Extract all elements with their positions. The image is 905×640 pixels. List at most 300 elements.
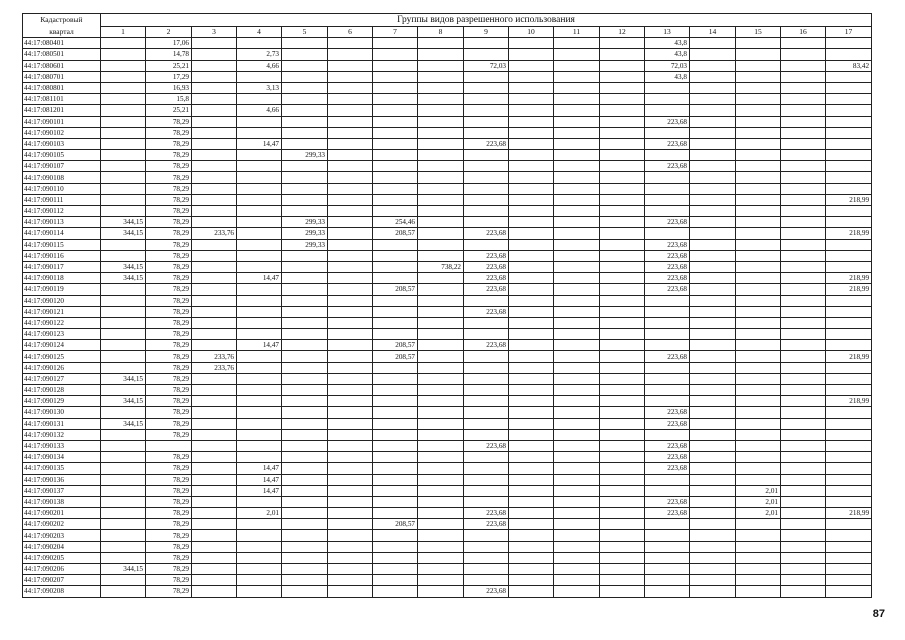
value-cell: 218,99 — [826, 396, 872, 407]
value-cell — [554, 552, 600, 563]
value-cell — [554, 105, 600, 116]
cadastral-quarter-cell: 44:17:090107 — [23, 161, 101, 172]
value-cell — [192, 396, 237, 407]
value-cell — [373, 564, 418, 575]
value-cell — [736, 575, 781, 586]
value-cell — [237, 564, 282, 575]
value-cell — [418, 150, 464, 161]
value-cell — [645, 94, 690, 105]
value-cell — [554, 362, 600, 373]
value-cell: 344,15 — [101, 273, 146, 284]
value-cell — [826, 586, 872, 597]
value-cell — [418, 586, 464, 597]
value-cell — [237, 407, 282, 418]
value-cell — [418, 284, 464, 295]
value-cell — [600, 138, 645, 149]
value-cell — [101, 71, 146, 82]
value-cell — [418, 373, 464, 384]
value-cell — [554, 463, 600, 474]
value-cell — [328, 183, 373, 194]
value-cell: 223,68 — [645, 452, 690, 463]
value-cell — [554, 429, 600, 440]
value-cell — [373, 105, 418, 116]
value-cell — [373, 239, 418, 250]
value-cell — [781, 127, 826, 138]
value-cell — [328, 474, 373, 485]
value-cell — [690, 418, 736, 429]
value-cell — [237, 452, 282, 463]
value-cell — [509, 463, 554, 474]
table-row — [23, 575, 872, 586]
value-cell — [736, 407, 781, 418]
value-cell: 78,29 — [146, 508, 192, 519]
value-cell — [328, 485, 373, 496]
value-cell — [373, 295, 418, 306]
value-cell — [826, 161, 872, 172]
value-cell — [328, 317, 373, 328]
table-row — [23, 38, 872, 49]
value-cell — [690, 284, 736, 295]
value-cell — [554, 564, 600, 575]
cadastral-quarter-cell: 44:17:090127 — [23, 373, 101, 384]
value-cell: 78,29 — [146, 575, 192, 586]
value-cell: 78,29 — [146, 586, 192, 597]
value-cell — [237, 183, 282, 194]
cadastral-quarter-cell: 44:17:090130 — [23, 407, 101, 418]
value-cell — [554, 519, 600, 530]
value-cell — [690, 228, 736, 239]
cadastral-quarter-cell: 44:17:090110 — [23, 183, 101, 194]
value-cell — [418, 82, 464, 93]
value-cell — [328, 564, 373, 575]
value-cell — [192, 71, 237, 82]
value-cell: 17,06 — [146, 38, 192, 49]
group-number-header: 11 — [554, 27, 600, 38]
value-cell — [736, 362, 781, 373]
value-cell — [736, 273, 781, 284]
cadastral-quarter-cell: 44:17:080401 — [23, 38, 101, 49]
value-cell: 218,99 — [826, 228, 872, 239]
value-cell — [328, 362, 373, 373]
value-cell — [509, 94, 554, 105]
value-cell — [509, 452, 554, 463]
value-cell: 78,29 — [146, 407, 192, 418]
cadastral-quarter-cell: 44:17:090134 — [23, 452, 101, 463]
value-cell — [600, 575, 645, 586]
value-cell — [554, 138, 600, 149]
value-cell — [282, 575, 328, 586]
value-cell — [554, 38, 600, 49]
cadastral-quarter-cell: 44:17:090111 — [23, 194, 101, 205]
value-cell: 218,99 — [826, 351, 872, 362]
value-cell — [328, 194, 373, 205]
value-cell — [328, 575, 373, 586]
value-cell — [282, 351, 328, 362]
value-cell: 223,68 — [645, 407, 690, 418]
value-cell — [328, 116, 373, 127]
value-cell — [781, 261, 826, 272]
value-cell — [282, 508, 328, 519]
value-cell — [781, 317, 826, 328]
value-cell — [373, 60, 418, 71]
value-cell: 299,33 — [282, 217, 328, 228]
value-cell — [373, 306, 418, 317]
value-cell: 78,29 — [146, 329, 192, 340]
cadastral-quarter-cell: 44:17:090203 — [23, 530, 101, 541]
cadastral-quarter-cell: 44:17:090115 — [23, 239, 101, 250]
value-cell — [826, 530, 872, 541]
value-cell — [600, 105, 645, 116]
value-cell: 738,22 — [418, 261, 464, 272]
value-cell — [418, 116, 464, 127]
value-cell — [328, 273, 373, 284]
value-cell — [509, 228, 554, 239]
value-cell: 83,42 — [826, 60, 872, 71]
value-cell — [192, 385, 237, 396]
value-cell — [192, 306, 237, 317]
value-cell — [282, 407, 328, 418]
value-cell — [736, 329, 781, 340]
value-cell — [600, 530, 645, 541]
cadastral-quarter-cell: 44:17:090116 — [23, 250, 101, 261]
value-cell — [600, 541, 645, 552]
value-cell — [554, 586, 600, 597]
value-cell — [554, 127, 600, 138]
value-cell — [328, 239, 373, 250]
value-cell — [781, 530, 826, 541]
value-cell — [418, 172, 464, 183]
value-cell — [328, 329, 373, 340]
value-cell — [192, 586, 237, 597]
table-row — [23, 194, 872, 205]
value-cell — [509, 306, 554, 317]
value-cell — [736, 250, 781, 261]
value-cell — [464, 474, 509, 485]
cadastral-quarter-cell: 44:17:090202 — [23, 519, 101, 530]
value-cell — [282, 429, 328, 440]
value-cell — [736, 564, 781, 575]
value-cell — [101, 407, 146, 418]
value-cell — [509, 385, 554, 396]
cadastral-quarter-cell: 44:17:090117 — [23, 261, 101, 272]
value-cell — [237, 418, 282, 429]
value-cell — [509, 407, 554, 418]
value-cell — [509, 552, 554, 563]
value-cell: 344,15 — [101, 396, 146, 407]
value-cell — [282, 49, 328, 60]
value-cell — [826, 519, 872, 530]
value-cell — [464, 295, 509, 306]
value-cell — [282, 452, 328, 463]
value-cell: 78,29 — [146, 306, 192, 317]
value-cell — [781, 194, 826, 205]
value-cell — [600, 82, 645, 93]
value-cell: 78,29 — [146, 250, 192, 261]
value-cell — [781, 105, 826, 116]
value-cell — [464, 530, 509, 541]
value-cell — [237, 385, 282, 396]
value-cell: 223,68 — [464, 273, 509, 284]
value-cell — [690, 385, 736, 396]
value-cell — [554, 385, 600, 396]
value-cell — [282, 586, 328, 597]
value-cell: 78,29 — [146, 530, 192, 541]
value-cell — [282, 161, 328, 172]
value-cell: 78,29 — [146, 541, 192, 552]
value-cell — [826, 575, 872, 586]
value-cell — [418, 138, 464, 149]
value-cell — [464, 351, 509, 362]
value-cell — [101, 306, 146, 317]
value-cell — [282, 530, 328, 541]
value-cell — [373, 575, 418, 586]
value-cell — [282, 385, 328, 396]
value-cell — [600, 273, 645, 284]
value-cell — [328, 463, 373, 474]
value-cell: 4,66 — [237, 105, 282, 116]
value-cell — [464, 564, 509, 575]
value-cell — [418, 239, 464, 250]
value-cell: 208,57 — [373, 340, 418, 351]
value-cell — [509, 418, 554, 429]
value-cell — [600, 161, 645, 172]
groups-title: Группы видов разрешенного использования — [101, 14, 872, 27]
value-cell — [826, 463, 872, 474]
value-cell — [600, 362, 645, 373]
value-cell — [282, 340, 328, 351]
value-cell — [826, 385, 872, 396]
value-cell: 14,47 — [237, 463, 282, 474]
cadastral-quarter-cell: 44:17:090129 — [23, 396, 101, 407]
value-cell — [600, 194, 645, 205]
value-cell: 344,15 — [101, 564, 146, 575]
value-cell — [736, 194, 781, 205]
value-cell: 78,29 — [146, 127, 192, 138]
value-cell — [600, 317, 645, 328]
value-cell — [373, 150, 418, 161]
cadastral-quarter-cell: 44:17:090128 — [23, 385, 101, 396]
value-cell — [464, 239, 509, 250]
value-cell — [826, 440, 872, 451]
value-cell — [509, 284, 554, 295]
value-cell — [554, 340, 600, 351]
value-cell — [192, 273, 237, 284]
value-cell: 254,46 — [373, 217, 418, 228]
value-cell — [328, 150, 373, 161]
table-row — [23, 105, 872, 116]
value-cell — [690, 273, 736, 284]
value-cell: 223,68 — [464, 440, 509, 451]
value-cell — [781, 508, 826, 519]
value-cell — [237, 317, 282, 328]
value-cell — [373, 362, 418, 373]
value-cell — [237, 586, 282, 597]
value-cell — [781, 463, 826, 474]
value-cell: 2,01 — [736, 508, 781, 519]
value-cell — [464, 194, 509, 205]
value-cell — [101, 541, 146, 552]
value-cell — [690, 396, 736, 407]
value-cell — [826, 552, 872, 563]
value-cell — [464, 396, 509, 407]
value-cell — [736, 373, 781, 384]
value-cell — [645, 519, 690, 530]
value-cell: 78,29 — [146, 385, 192, 396]
value-cell — [192, 49, 237, 60]
value-cell — [781, 138, 826, 149]
value-cell — [509, 49, 554, 60]
value-cell — [645, 385, 690, 396]
value-cell: 72,03 — [645, 60, 690, 71]
value-cell — [781, 385, 826, 396]
value-cell — [192, 564, 237, 575]
cadastral-quarter-cell: 44:17:090108 — [23, 172, 101, 183]
value-cell — [282, 172, 328, 183]
value-cell — [101, 49, 146, 60]
value-cell: 4,66 — [237, 60, 282, 71]
value-cell — [736, 105, 781, 116]
value-cell — [600, 552, 645, 563]
value-cell — [690, 340, 736, 351]
cadastral-quarter-cell: 44:17:080501 — [23, 49, 101, 60]
value-cell — [645, 362, 690, 373]
value-cell: 16,93 — [146, 82, 192, 93]
value-cell — [101, 172, 146, 183]
value-cell — [826, 362, 872, 373]
value-cell — [418, 396, 464, 407]
value-cell — [328, 418, 373, 429]
value-cell — [192, 94, 237, 105]
value-cell — [600, 150, 645, 161]
cadastral-quarter-cell: 44:17:081101 — [23, 94, 101, 105]
value-cell — [464, 105, 509, 116]
value-cell — [101, 530, 146, 541]
value-cell — [690, 306, 736, 317]
cadastral-quarter-cell: 44:17:090207 — [23, 575, 101, 586]
value-cell — [509, 541, 554, 552]
value-cell — [464, 38, 509, 49]
cadastral-quarter-cell: 44:17:090136 — [23, 474, 101, 485]
value-cell — [282, 60, 328, 71]
value-cell — [781, 564, 826, 575]
value-cell — [554, 452, 600, 463]
value-cell — [464, 485, 509, 496]
value-cell — [736, 183, 781, 194]
value-cell: 72,03 — [464, 60, 509, 71]
value-cell — [509, 161, 554, 172]
value-cell — [464, 161, 509, 172]
value-cell — [464, 496, 509, 507]
value-cell — [554, 150, 600, 161]
value-cell — [373, 138, 418, 149]
value-cell — [509, 127, 554, 138]
value-cell — [509, 150, 554, 161]
value-cell — [464, 82, 509, 93]
value-cell — [373, 429, 418, 440]
value-cell — [237, 306, 282, 317]
value-cell — [600, 172, 645, 183]
value-cell — [600, 564, 645, 575]
value-cell — [373, 94, 418, 105]
value-cell: 223,68 — [645, 273, 690, 284]
value-cell — [101, 362, 146, 373]
value-cell — [781, 161, 826, 172]
value-cell — [237, 362, 282, 373]
value-cell: 208,57 — [373, 519, 418, 530]
value-cell — [328, 541, 373, 552]
value-cell — [328, 508, 373, 519]
table-body — [23, 38, 872, 597]
value-cell — [418, 351, 464, 362]
value-cell — [600, 329, 645, 340]
group-number-header: 5 — [282, 27, 328, 38]
value-cell — [509, 362, 554, 373]
value-cell — [373, 127, 418, 138]
value-cell — [328, 385, 373, 396]
value-cell — [600, 127, 645, 138]
value-cell — [418, 552, 464, 563]
value-cell — [736, 586, 781, 597]
table-row — [23, 82, 872, 93]
value-cell: 78,29 — [146, 552, 192, 563]
value-cell — [690, 362, 736, 373]
value-cell — [736, 306, 781, 317]
value-cell — [554, 530, 600, 541]
value-cell — [237, 239, 282, 250]
value-cell — [237, 295, 282, 306]
value-cell — [237, 217, 282, 228]
value-cell — [826, 541, 872, 552]
value-cell — [101, 351, 146, 362]
table-row — [23, 161, 872, 172]
value-cell — [373, 373, 418, 384]
value-cell — [554, 575, 600, 586]
group-number-header: 3 — [192, 27, 237, 38]
table-row — [23, 60, 872, 71]
value-cell — [101, 206, 146, 217]
value-cell — [690, 295, 736, 306]
value-cell — [781, 60, 826, 71]
value-cell — [101, 127, 146, 138]
value-cell: 78,29 — [146, 161, 192, 172]
value-cell — [282, 273, 328, 284]
value-cell — [690, 564, 736, 575]
value-cell — [328, 396, 373, 407]
value-cell — [690, 530, 736, 541]
cadastral-quarter-cell: 44:17:090120 — [23, 295, 101, 306]
value-cell — [192, 340, 237, 351]
value-cell: 78,29 — [146, 217, 192, 228]
value-cell — [282, 295, 328, 306]
value-cell: 233,76 — [192, 362, 237, 373]
value-cell — [736, 138, 781, 149]
cadastral-quarter-cell: 44:17:090102 — [23, 127, 101, 138]
group-number-header: 12 — [600, 27, 645, 38]
value-cell — [282, 82, 328, 93]
cadastral-quarter-cell: 44:17:090135 — [23, 463, 101, 474]
value-cell — [328, 161, 373, 172]
value-cell — [781, 71, 826, 82]
value-cell — [554, 396, 600, 407]
value-cell — [373, 38, 418, 49]
value-cell — [600, 295, 645, 306]
value-cell — [328, 496, 373, 507]
table-row — [23, 463, 872, 474]
value-cell — [101, 161, 146, 172]
value-cell — [781, 273, 826, 284]
value-cell — [328, 519, 373, 530]
value-cell: 78,29 — [146, 418, 192, 429]
